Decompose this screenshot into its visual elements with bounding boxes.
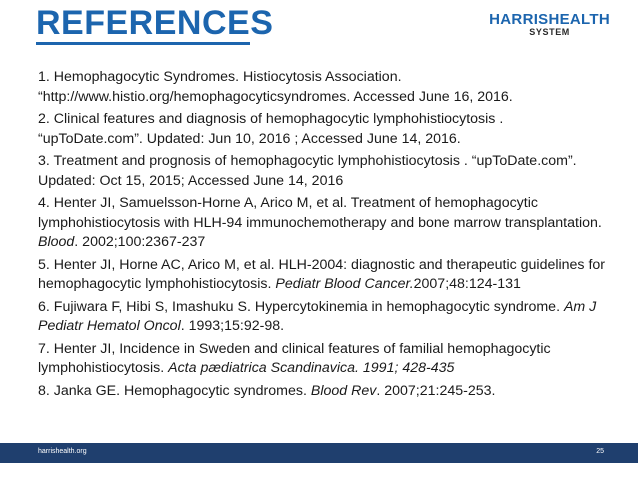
reference-source: Blood: [38, 234, 75, 250]
reference-number: 5.: [38, 256, 54, 273]
reference-item: [38, 256, 608, 295]
reference-item: [38, 152, 608, 191]
reference-source: Am J Pediatr Hematol Oncol: [38, 298, 597, 334]
reference-item: [38, 382, 608, 402]
footer-website: harrishealth.org: [38, 448, 87, 455]
title-underline: [36, 42, 250, 45]
logo-part2: HEALTH: [548, 11, 610, 28]
reference-text: Treatment and prognosis of hemophagocytic lymphohistiocytosis . “upToDate.com”. Updated: Oct 15, 2015; Accessed June 14, 2016: [38, 153, 577, 189]
reference-text: . 2002;100:2367-237: [74, 234, 206, 250]
reference-item: [38, 298, 608, 337]
reference-text: Clinical features and diagnosis of hemophagocytic lymphohistiocytosis . “upToDate.com”. Updated: Jun 10, 2016 ; Accessed June 14, 2016.: [38, 111, 504, 147]
reference-item: [38, 194, 608, 253]
page-number: 25: [596, 448, 604, 455]
logo-wordmark: [489, 12, 610, 27]
logo-part1: HARRIS: [489, 11, 549, 28]
harris-health-logo: [489, 12, 610, 37]
reference-number: 1.: [38, 69, 54, 85]
reference-text: 2007;48:124-131: [413, 276, 521, 292]
reference-text: . 1993;15:92-98.: [180, 318, 285, 334]
reference-text: . 2007;21:245-253.: [376, 382, 496, 399]
reference-text: Henter JI, Incidence in Sweden and clinical features of familial hemophagocytic lymphohistiocytosis.: [38, 340, 551, 376]
reference-text: Janka GE. Hemophagocytic syndromes.: [53, 382, 311, 399]
footer-bar: [0, 443, 638, 463]
reference-number: 2.: [38, 111, 54, 127]
reference-item: [38, 68, 608, 107]
reference-number: 8.: [38, 382, 54, 399]
reference-source: Blood Rev: [310, 382, 377, 399]
reference-text: Hemophagocytic Syndromes. Histiocytosis Association. “http://www.histio.org/hemophagocyticsyndromes. Accessed June 16, 2016.: [38, 69, 513, 105]
slide-title: REFERENCES: [36, 4, 274, 42]
reference-source: Acta pædiatrica Scandinavica. 1991; 428-435: [168, 360, 455, 376]
reference-number: 7.: [38, 340, 54, 357]
reference-number: 3.: [38, 153, 54, 169]
reference-text: Henter JI, Samuelsson-Horne A, Arico M, et al. Treatment of hemophagocytic lymphohistiocytosis with HLH-94 immunochemotherapy and bone marrow transplantation.: [38, 195, 602, 231]
logo-subtitle: SYSTEM: [529, 27, 570, 37]
reference-number: 4.: [38, 195, 54, 211]
reference-item: [38, 110, 608, 149]
reference-item: [38, 340, 608, 379]
references-list: [38, 68, 608, 404]
reference-text: Henter JI, Horne AC, Arico M, et al. HLH-2004: diagnostic and therapeutic guidelines for hemophagocytic lymphohistiocytosis.: [38, 256, 606, 292]
reference-source: Pediatr Blood Cancer.: [275, 276, 414, 292]
reference-text: Fujiwara F, Hibi S, Imashuku S. Hypercytokinemia in hemophagocytic syndrome.: [53, 298, 564, 315]
reference-number: 6.: [38, 298, 54, 315]
